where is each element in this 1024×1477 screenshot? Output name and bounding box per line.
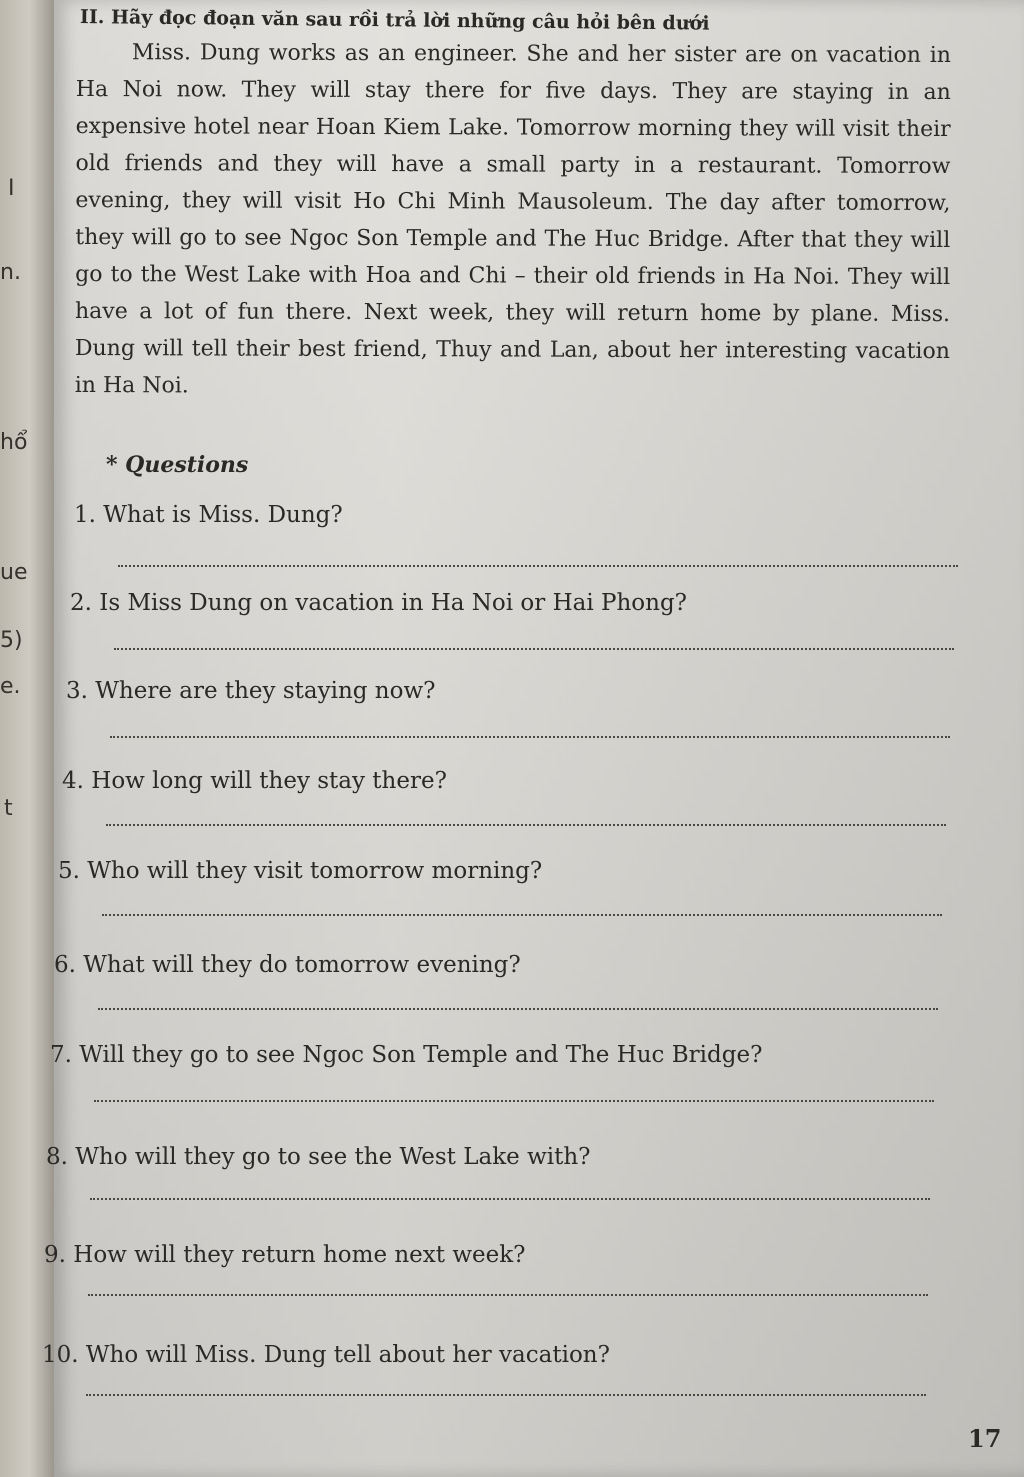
left-margin-fragment: t (4, 796, 13, 821)
worksheet-page (42, 0, 1024, 1477)
question-text: 7. Will they go to see Ngoc Son Temple and The Huc Bridge? (50, 1042, 763, 1068)
question-10 (42, 1340, 942, 1370)
answer-line[interactable] (98, 1008, 938, 1010)
question-8 (46, 1142, 946, 1172)
reading-passage: Miss. Dung works as an engineer. She and her sister are on vacation in Ha Noi now. They will stay there for five days. They are staying in an expensive hotel near Hoan Kiem Lake. Tomorrow morning they will visit their old friends and they will have a small party in a restaurant. Tomorrow evening, they will visit Ho Chi Minh Mausoleum. The day after tomorrow, they will go to see Ngoc Son Temple and The Huc Bridge. After that they will go to the West Lake with Hoa and Chi – their old friends in Ha Noi. They will have a lot of fun there. Next week, they will return home by plane. Miss. Dung will tell their best friend, Thuy and Lan, about her interesting vacation in Ha Noi. (74, 40, 951, 399)
answer-line[interactable] (118, 565, 958, 567)
question-text: 3. Where are they staying now? (66, 678, 436, 704)
question-1 (74, 500, 974, 530)
question-text: 10. Who will Miss. Dung tell about her vacation? (42, 1342, 610, 1368)
question-text: 4. How long will they stay there? (62, 768, 447, 794)
question-4 (62, 766, 962, 796)
questions-heading: * Questions (106, 452, 249, 478)
question-7 (50, 1040, 950, 1070)
answer-line[interactable] (106, 824, 946, 826)
answer-line[interactable] (88, 1294, 928, 1296)
question-text: 5. Who will they visit tomorrow morning? (58, 858, 543, 884)
question-2 (70, 588, 970, 618)
question-text: 1. What is Miss. Dung? (74, 502, 343, 528)
section-title: II. Hãy đọc đoạn văn sau rồi trả lời những câu hỏi bên dưới (79, 6, 710, 35)
question-6 (54, 950, 954, 980)
answer-line[interactable] (114, 648, 954, 650)
left-margin-fragment: hổ (0, 430, 28, 455)
left-margin-fragment: e. (0, 674, 21, 699)
answer-line[interactable] (86, 1394, 926, 1396)
answer-line[interactable] (90, 1198, 930, 1200)
answer-line[interactable] (110, 736, 950, 738)
question-text: 9. How will they return home next week? (44, 1242, 526, 1268)
answer-line[interactable] (94, 1100, 934, 1102)
left-margin-fragment: ue (0, 560, 28, 585)
answer-line[interactable] (102, 914, 942, 916)
question-5 (58, 856, 958, 886)
question-text: 8. Who will they go to see the West Lake with? (46, 1144, 591, 1170)
page-number: 17 (968, 1424, 1002, 1453)
left-margin-fragment: 5) (0, 628, 23, 653)
left-margin-fragment: I (8, 176, 15, 201)
question-9 (44, 1240, 944, 1270)
question-text: 2. Is Miss Dung on vacation in Ha Noi or Hai Phong? (70, 590, 688, 616)
question-text: 6. What will they do tomorrow evening? (54, 952, 521, 978)
question-3 (66, 676, 966, 706)
left-margin-fragment: n. (0, 260, 21, 285)
